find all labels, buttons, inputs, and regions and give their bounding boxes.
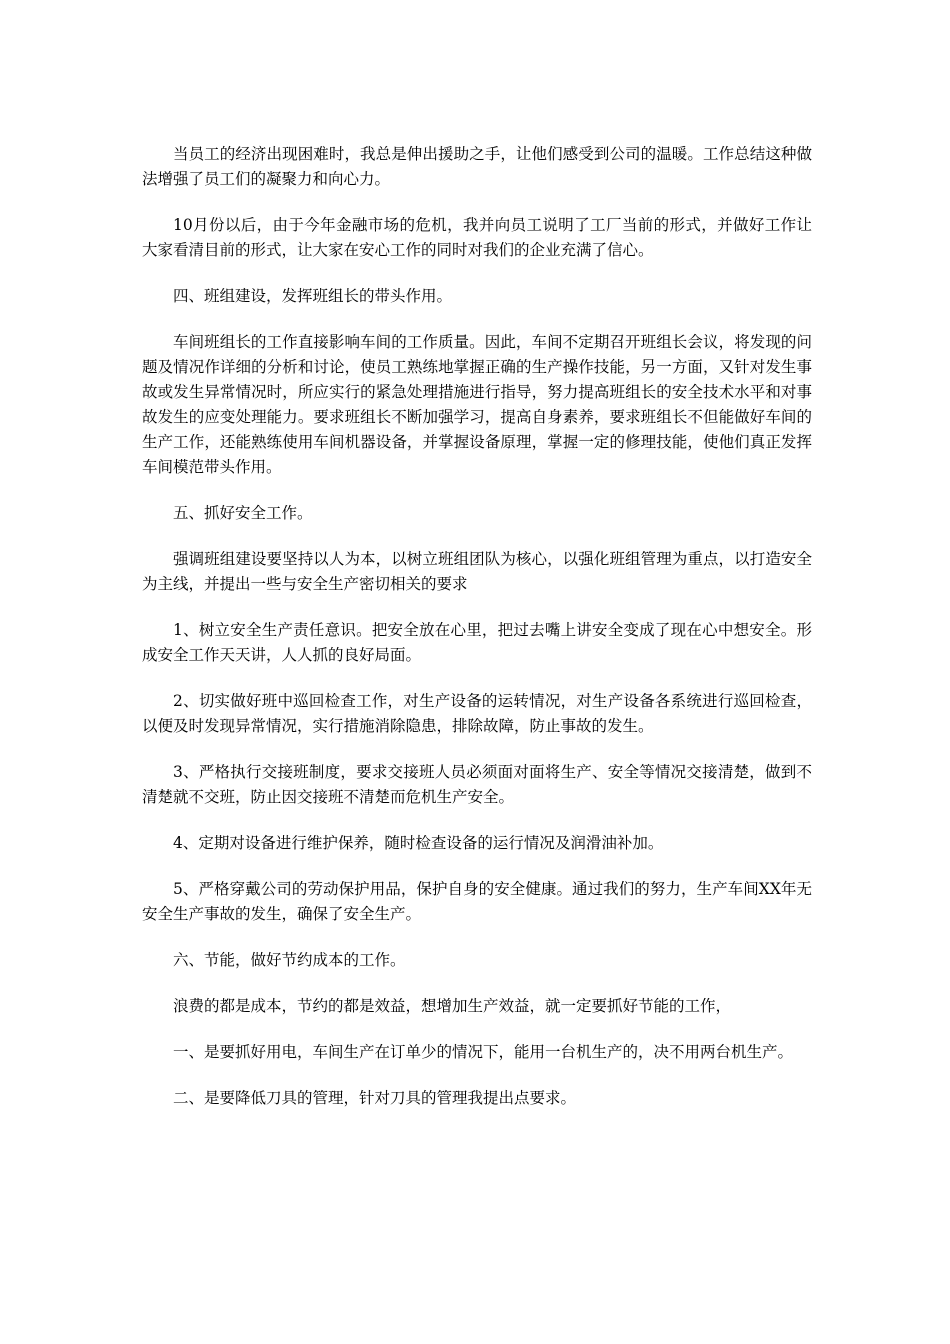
list-item-safety-1: 1、树立安全生产责任意识。把安全放在心里，把过去嘴上讲安全变成了现在心中想安全。形成安全工作天天讲，人人抓的良好局面。 xyxy=(142,621,812,664)
list-item-safety-2: 2、切实做好班中巡回检查工作，对生产设备的运转情况，对生产设备各系统进行巡回检查，以便及时发现异常情况，实行措施消除隐患，排除故障，防止事故的发生。 xyxy=(142,692,812,735)
list-item-tool-management: 二、是要降低刀具的管理，针对刀具的管理我提出点要求。 xyxy=(173,1089,577,1107)
paragraph-safety-emphasis: 强调班组建设要坚持以人为本，以树立班组团队为核心，以强化班组管理为重点，以打造安全为主线，并提出一些与安全生产密切相关的要求 xyxy=(142,550,812,593)
document-page xyxy=(142,142,812,1132)
list-item-safety-4: 4、定期对设备进行维护保养，随时检查设备的运行情况及润滑油补加。 xyxy=(173,834,664,852)
paragraph-waste-cost: 浪费的都是成本，节约的都是效益，想增加生产效益，就一定要抓好节能的工作， xyxy=(173,997,732,1015)
paragraph-team-leader-quality: 车间班组长的工作直接影响车间的工作质量。因此，车间不定期召开班组长会议，将发现的问题及情况作详细的分析和讨论，使员工熟练地掌握正确的生产操作技能，另一方面，又针对发生事故或发生异常情况时，所应实行的紧急处理措施进行指导，努力提高班组长的安全技术水平和对事故发生的应变处理能力。要求班组长不断加强学习，提高自身素养，要求班组长不但能做好车间的生产工作，还能熟练使用车间机器设备，并掌握设备原理，掌握一定的修理技能，使他们真正发挥车间模范带头作用。 xyxy=(142,333,812,476)
section-heading-team-building: 四、班组建设，发挥班组长的带头作用。 xyxy=(173,287,453,305)
list-item-safety-3: 3、严格执行交接班制度，要求交接班人员必须面对面将生产、安全等情况交接清楚，做到不清楚就不交班，防止因交接班不清楚而危机生产安全。 xyxy=(142,763,812,806)
list-item-electricity: 一、是要抓好用电，车间生产在订单少的情况下，能用一台机生产的，决不用两台机生产。 xyxy=(173,1043,794,1061)
paragraph-october-crisis: 10月份以后，由于今年金融市场的危机，我并向员工说明了工厂当前的形式，并做好工作让大家看清目前的形式，让大家在安心工作的同时对我们的企业充满了信心。 xyxy=(142,216,812,259)
section-heading-energy-saving: 六、节能，做好节约成本的工作。 xyxy=(173,951,406,969)
paragraph-staff-support: 当员工的经济出现困难时，我总是伸出援助之手，让他们感受到公司的温暖。工作总结这种做法增强了员工们的凝聚力和向心力。 xyxy=(142,145,812,188)
section-heading-safety: 五、抓好安全工作。 xyxy=(173,504,313,522)
list-item-safety-5: 5、严格穿戴公司的劳动保护用品，保护自身的安全健康。通过我们的努力，生产车间XX年无安全生产事故的发生，确保了安全生产。 xyxy=(142,880,812,923)
